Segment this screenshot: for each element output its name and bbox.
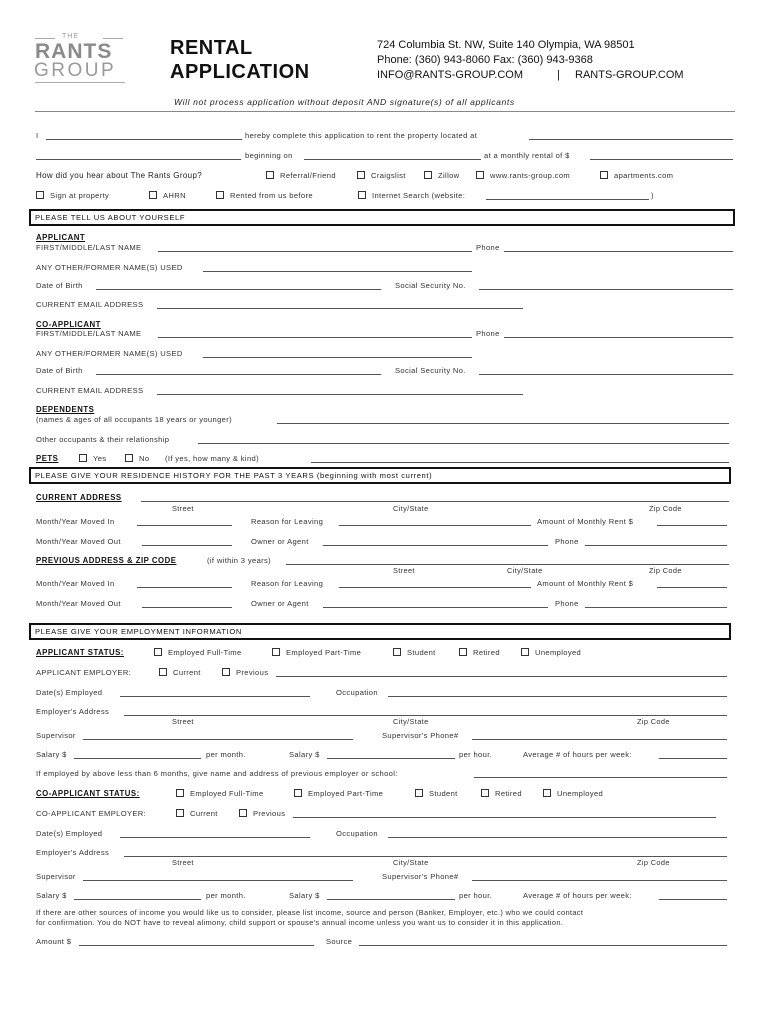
checkbox[interactable] — [543, 789, 551, 797]
applicant-dob-label: Date of Birth — [36, 281, 83, 290]
current-owner-label: Owner or Agent — [251, 537, 309, 546]
applicant-other-names-field[interactable] — [203, 271, 472, 272]
checkbox[interactable] — [357, 171, 365, 179]
applicant-per-hour: per hour. — [459, 750, 493, 759]
applicant-emp-zip-sub: Zip Code — [637, 717, 670, 726]
co-applicant-supervisor-field[interactable] — [83, 880, 353, 881]
co-applicant-status-retired[interactable]: Retired — [481, 789, 522, 798]
co-applicant-status-unemployed[interactable]: Unemployed — [543, 789, 603, 798]
co-applicant-emp-city-sub: City/State — [393, 858, 429, 867]
checkbox[interactable] — [476, 171, 484, 179]
checkbox[interactable] — [266, 171, 274, 179]
applicant-emp-street-sub: Street — [172, 717, 194, 726]
previous-owner-field[interactable] — [323, 607, 548, 608]
co-applicant-employer-current[interactable]: Current — [176, 809, 218, 818]
monthly-rental-field[interactable] — [590, 159, 733, 160]
title-rental: RENTAL — [170, 37, 253, 59]
co-applicant-employer-address-field[interactable] — [124, 856, 727, 857]
source-craigslist[interactable]: Craigslist — [357, 171, 406, 180]
applicant-avg-hours-field[interactable] — [659, 758, 727, 759]
source-label: Source — [326, 937, 353, 946]
applicant-name-field[interactable] — [46, 139, 242, 140]
applicant-emp-city-sub: City/State — [393, 717, 429, 726]
checkbox[interactable] — [222, 668, 230, 676]
other-occupants-label: Other occupants & their relationship — [36, 435, 170, 444]
checkbox[interactable] — [79, 454, 87, 462]
co-applicant-emp-street-sub: Street — [172, 858, 194, 867]
co-applicant-emp-zip-sub: Zip Code — [637, 858, 670, 867]
applicant-status-unemployed[interactable]: Unemployed — [521, 648, 581, 657]
checkbox[interactable] — [216, 191, 224, 199]
current-moved-in-label: Month/Year Moved In — [36, 517, 115, 526]
co-applicant-email-field[interactable] — [157, 394, 523, 395]
previous-rent-label: Amount of Monthly Rent $ — [537, 579, 634, 588]
co-applicant-other-names-field[interactable] — [203, 357, 472, 358]
checkbox[interactable] — [481, 789, 489, 797]
current-moved-out-label: Month/Year Moved Out — [36, 537, 121, 546]
property-address-field[interactable] — [529, 139, 733, 140]
beginning-on-label: beginning on — [245, 151, 293, 160]
section-header-residence: PLEASE GIVE YOUR RESIDENCE HISTORY FOR THE PAST 3 YEARS (beginning with most current) — [29, 467, 731, 484]
checkbox[interactable] — [149, 191, 157, 199]
checkbox[interactable] — [176, 789, 184, 797]
previous-phone-label: Phone — [555, 599, 579, 608]
previous-reason-label: Reason for Leaving — [251, 579, 324, 588]
beginning-on-field[interactable] — [304, 159, 481, 160]
checkbox[interactable] — [272, 648, 280, 656]
applicant-dob-field[interactable] — [96, 289, 381, 290]
previous-reason-field[interactable] — [339, 587, 531, 588]
previous-city-sub: City/State — [507, 566, 543, 575]
internet-search-website-field[interactable] — [486, 199, 649, 200]
checkbox[interactable] — [159, 668, 167, 676]
applicant-heading: APPLICANT — [36, 233, 86, 242]
less-than-six-months-field[interactable] — [474, 777, 727, 778]
applicant-employer-address-field[interactable] — [124, 715, 727, 716]
co-applicant-phone-field[interactable] — [504, 337, 733, 338]
less-than-six-months-label: If employed by above less than 6 months, give name and address of previous employer or school: — [36, 769, 398, 778]
current-address-field[interactable] — [141, 501, 729, 502]
checkbox[interactable] — [154, 648, 162, 656]
applicant-dates-label: Date(s) Employed — [36, 688, 103, 697]
previous-moved-in-label: Month/Year Moved In — [36, 579, 115, 588]
applicant-salary-month-field[interactable] — [74, 758, 201, 759]
applicant-employer-label: APPLICANT EMPLOYER: — [36, 668, 132, 677]
company-address: 724 Columbia St. NW, Suite 140 Olympia, WA 98501 — [377, 39, 635, 51]
co-applicant-ssn-field[interactable] — [479, 374, 733, 375]
logo-the: THE — [62, 33, 79, 40]
applicant-per-month: per month. — [206, 750, 246, 759]
co-applicant-salary-hour-label: Salary $ — [289, 891, 320, 900]
pets-field[interactable] — [311, 462, 729, 463]
applicant-dates-field[interactable] — [120, 696, 310, 697]
co-applicant-supervisor-label: Supervisor — [36, 872, 76, 881]
checkbox[interactable] — [600, 171, 608, 179]
current-address-heading: CURRENT ADDRESS — [36, 493, 122, 502]
current-moved-in-field[interactable] — [137, 525, 232, 526]
pets-yes[interactable]: Yes — [79, 454, 106, 463]
co-applicant-employer-label: CO-APPLICANT EMPLOYER: — [36, 809, 147, 818]
previous-moved-out-field[interactable] — [142, 607, 232, 608]
section-header-employment: PLEASE GIVE YOUR EMPLOYMENT INFORMATION — [29, 623, 731, 640]
co-applicant-avg-hours-field[interactable] — [659, 899, 727, 900]
source-rants-website[interactable]: www.rants-group.com — [476, 171, 570, 180]
previous-within-note: (if within 3 years) — [207, 556, 272, 565]
previous-moved-in-field[interactable] — [137, 587, 232, 588]
co-applicant-salary-hour-field[interactable] — [327, 899, 455, 900]
source-referral[interactable]: Referral/Friend — [266, 171, 336, 180]
checkbox[interactable] — [239, 809, 247, 817]
applicant-occupation-field[interactable] — [388, 696, 727, 697]
applicant-status-student[interactable]: Student — [393, 648, 436, 657]
previous-phone-field[interactable] — [585, 607, 727, 608]
source-ahrn[interactable]: AHRN — [149, 191, 186, 200]
co-applicant-employer-field[interactable] — [293, 817, 716, 818]
applicant-occupation-label: Occupation — [336, 688, 378, 697]
co-applicant-status-student[interactable]: Student — [415, 789, 458, 798]
co-applicant-dates-label: Date(s) Employed — [36, 829, 103, 838]
logo-rants: RANTS — [35, 40, 113, 63]
co-applicant-avg-hours-label: Average # of hours per week: — [523, 891, 632, 900]
co-applicant-employer-previous[interactable]: Previous — [239, 809, 285, 818]
checkbox[interactable] — [125, 454, 133, 462]
previous-street-sub: Street — [393, 566, 415, 575]
notice-text: Will not process application without deposit AND signature(s) of all applicants — [174, 97, 515, 107]
current-zip-sub: Zip Code — [649, 504, 682, 513]
other-income-line1: If there are other sources of income you would like us to consider, please list income, source and person (Banker, Employer, etc.) who we could contact — [36, 908, 584, 917]
co-applicant-status-fulltime[interactable]: Employed Full-Time — [176, 789, 264, 798]
current-phone-label: Phone — [555, 537, 579, 546]
checkbox[interactable] — [415, 789, 423, 797]
applicant-employer-address-label: Employer's Address — [36, 707, 110, 716]
co-applicant-heading: CO-APPLICANT — [36, 320, 101, 329]
checkbox[interactable] — [393, 648, 401, 656]
applicant-status-heading: APPLICANT STATUS: — [36, 648, 124, 657]
co-applicant-supervisor-phone-label: Supervisor's Phone# — [382, 872, 459, 881]
co-applicant-name-label: FIRST/MIDDLE/LAST NAME — [36, 329, 142, 338]
source-rented-before[interactable]: Rented from us before — [216, 191, 313, 200]
applicant-supervisor-phone-field[interactable] — [472, 739, 727, 740]
intro-i-label: I — [36, 131, 39, 140]
contact-separator: | — [557, 69, 560, 81]
applicant-ssn-label: Social Security No. — [395, 281, 466, 290]
previous-zip-sub: Zip Code — [649, 566, 682, 575]
amount-field[interactable] — [79, 945, 314, 946]
pets-no[interactable]: No — [125, 454, 149, 463]
source-internet-search[interactable]: Internet Search (website: — [358, 191, 465, 200]
co-applicant-status-parttime[interactable]: Employed Part-Time — [294, 789, 383, 798]
previous-owner-label: Owner or Agent — [251, 599, 309, 608]
co-applicant-ssn-label: Social Security No. — [395, 366, 466, 375]
applicant-ssn-field[interactable] — [479, 289, 733, 290]
other-income-line2: for confirmation. You do NOT have to reveal alimony, child support or spouse's annual income unless you want us to consider it in this application. — [36, 918, 564, 927]
other-occupants-field[interactable] — [198, 443, 729, 444]
checkbox[interactable] — [176, 809, 184, 817]
hereby-label: hereby complete this application to rent the property located at — [245, 131, 478, 140]
applicant-status-fulltime[interactable]: Employed Full-Time — [154, 648, 242, 657]
close-paren: ) — [651, 191, 654, 200]
co-applicant-salary-month-field[interactable] — [74, 899, 201, 900]
previous-address-heading: PREVIOUS ADDRESS & ZIP CODE — [36, 556, 177, 565]
applicant-email-label: CURRENT EMAIL ADDRESS — [36, 300, 144, 309]
current-rent-field[interactable] — [657, 525, 727, 526]
amount-label: Amount $ — [36, 937, 72, 946]
company-website: RANTS-GROUP.COM — [575, 69, 684, 81]
current-reason-field[interactable] — [339, 525, 531, 526]
applicant-salary-hour-field[interactable] — [327, 758, 455, 759]
checkbox[interactable] — [36, 191, 44, 199]
co-applicant-phone-label: Phone — [476, 329, 500, 338]
applicant-status-retired[interactable]: Retired — [459, 648, 500, 657]
source-sign[interactable]: Sign at property — [36, 191, 109, 200]
co-applicant-supervisor-phone-field[interactable] — [472, 880, 727, 881]
applicant-salary-month-label: Salary $ — [36, 750, 67, 759]
co-applicant-other-names-label: ANY OTHER/FORMER NAME(S) USED — [36, 349, 183, 358]
pets-note: (If yes, how many & kind) — [165, 454, 259, 463]
company-phone-fax: Phone: (360) 943-8060 Fax: (360) 943-9368 — [377, 54, 593, 66]
previous-address-field[interactable] — [286, 564, 729, 565]
source-apartments[interactable]: apartments.com — [600, 171, 673, 180]
applicant-avg-hours-label: Average # of hours per week: — [523, 750, 632, 759]
applicant-employer-current[interactable]: Current — [159, 668, 201, 677]
applicant-name-label: FIRST/MIDDLE/LAST NAME — [36, 243, 142, 252]
current-street-sub: Street — [172, 504, 194, 513]
previous-moved-out-label: Month/Year Moved Out — [36, 599, 121, 608]
co-applicant-occupation-field[interactable] — [388, 837, 727, 838]
current-moved-out-field[interactable] — [142, 545, 232, 546]
checkbox[interactable] — [424, 171, 432, 179]
dependents-heading: DEPENDENTS — [36, 405, 95, 414]
applicant-phone-label: Phone — [476, 243, 500, 252]
logo-group: GROUP — [34, 60, 117, 81]
checkbox[interactable] — [459, 648, 467, 656]
checkbox[interactable] — [521, 648, 529, 656]
applicant-phone-field[interactable] — [504, 251, 733, 252]
co-applicant-salary-month-label: Salary $ — [36, 891, 67, 900]
co-applicant-occupation-label: Occupation — [336, 829, 378, 838]
co-applicant-dob-field[interactable] — [96, 374, 381, 375]
current-owner-field[interactable] — [323, 545, 548, 546]
source-zillow[interactable]: Zillow — [424, 171, 460, 180]
monthly-rental-label: at a monthly rental of $ — [484, 151, 570, 160]
applicant-employer-previous[interactable]: Previous — [222, 668, 268, 677]
current-rent-label: Amount of Monthly Rent $ — [537, 517, 634, 526]
source-field[interactable] — [359, 945, 727, 946]
current-city-sub: City/State — [393, 504, 429, 513]
co-applicant-dates-field[interactable] — [120, 837, 310, 838]
applicant-status-parttime[interactable]: Employed Part-Time — [272, 648, 361, 657]
co-applicant-status-heading: CO-APPLICANT STATUS: — [36, 789, 140, 798]
co-applicant-fullname-field[interactable] — [158, 337, 472, 338]
title-application: APPLICATION — [170, 61, 310, 83]
intro-blank-field[interactable] — [36, 159, 241, 160]
co-applicant-employer-address-label: Employer's Address — [36, 848, 110, 857]
co-applicant-dob-label: Date of Birth — [36, 366, 83, 375]
applicant-salary-hour-label: Salary $ — [289, 750, 320, 759]
checkbox[interactable] — [294, 789, 302, 797]
current-phone-field[interactable] — [585, 545, 727, 546]
dependents-field[interactable] — [277, 423, 729, 424]
co-applicant-per-hour: per hour. — [459, 891, 493, 900]
applicant-supervisor-label: Supervisor — [36, 731, 76, 740]
applicant-supervisor-field[interactable] — [83, 739, 353, 740]
applicant-other-names-label: ANY OTHER/FORMER NAME(S) USED — [36, 263, 183, 272]
hear-question: How did you hear about The Rants Group? — [36, 171, 203, 180]
pets-heading: PETS — [36, 454, 59, 463]
dependents-sub: (names & ages of all occupants 18 years or younger) — [36, 415, 232, 424]
co-applicant-email-label: CURRENT EMAIL ADDRESS — [36, 386, 144, 395]
applicant-fullname-field[interactable] — [158, 251, 472, 252]
applicant-employer-field[interactable] — [276, 676, 727, 677]
applicant-supervisor-phone-label: Supervisor's Phone# — [382, 731, 459, 740]
section-header-about: PLEASE TELL US ABOUT YOURSELF — [29, 209, 735, 226]
previous-rent-field[interactable] — [657, 587, 727, 588]
co-applicant-per-month: per month. — [206, 891, 246, 900]
applicant-email-field[interactable] — [157, 308, 523, 309]
company-email: INFO@RANTS-GROUP.COM — [377, 69, 524, 81]
current-reason-label: Reason for Leaving — [251, 517, 324, 526]
checkbox[interactable] — [358, 191, 366, 199]
